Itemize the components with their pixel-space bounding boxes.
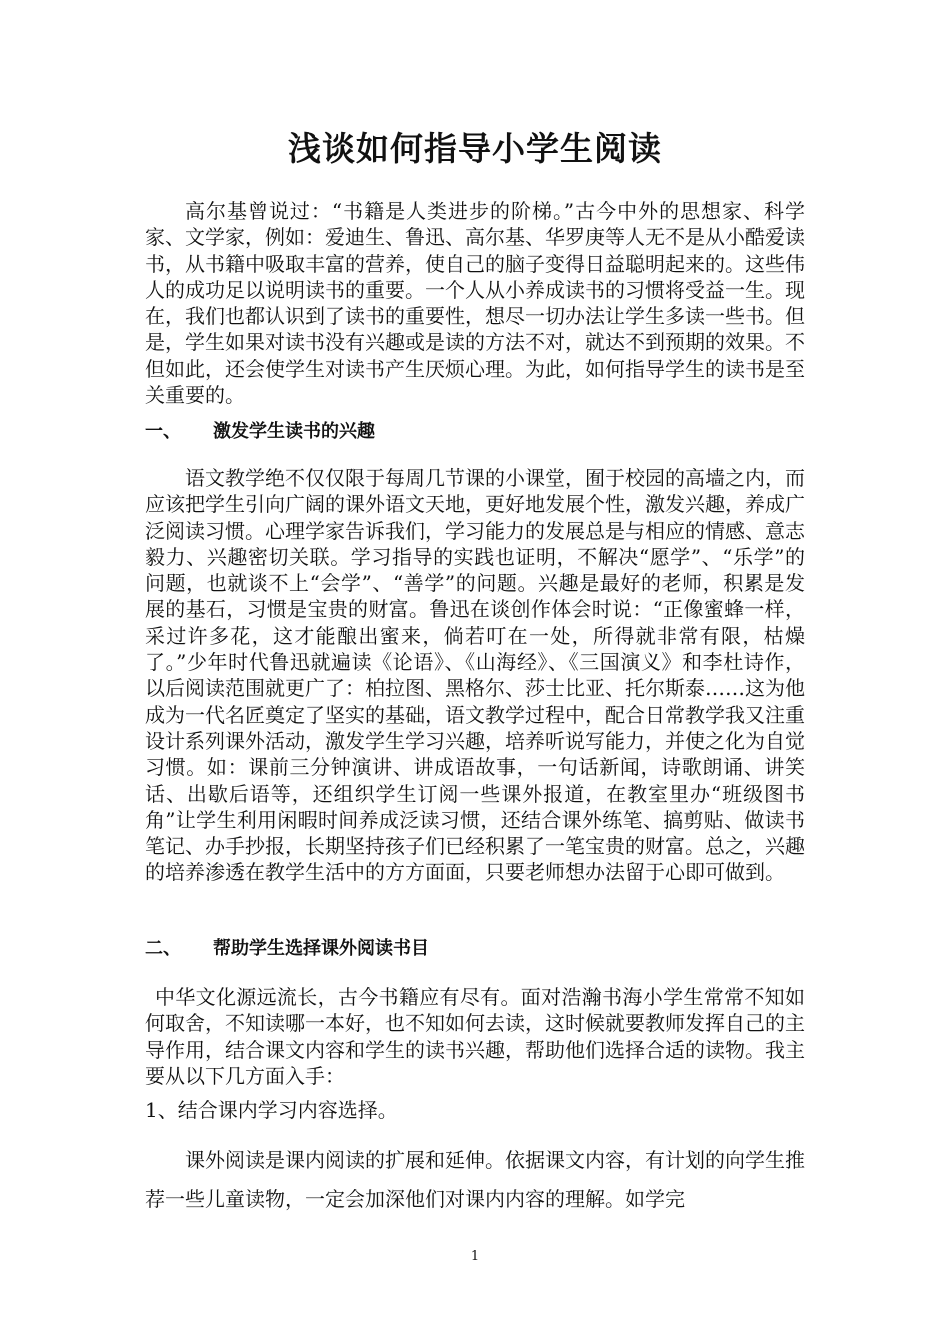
section-1-title: 激发学生读书的兴趣 <box>213 421 375 442</box>
page-number: 1 <box>470 1249 480 1264</box>
section-2-number: 二、 <box>145 938 181 959</box>
intro-paragraph: 高尔基曾说过：“书籍是人类进步的阶梯。”古今中外的思想家、科学家、文学家，例如：爱迪生、鲁迅、高尔基、华罗庚等人无不是从小酷爱读书，从书籍中吸取丰富的营养，使自己的脑子变得日益聪明起来的。这些伟人的成功足以说明读书的重要。一个人从小养成读书的习惯将受益一生。现在，我们也都认识到了读书的重要性，想尽一切办法让学生多读一些书。但是，学生如果对读书没有兴趣或是读的方法不对，就达不到预期的效果。不但如此，还会使学生对读书产生厌烦心理。为此，如何指导学生的读书是至关重要的。 <box>145 199 805 408</box>
section-1-heading <box>145 418 805 446</box>
section-1-paragraph: 语文教学绝不仅仅限于每周几节课的小课堂，囿于校园的高墙之内，而应该把学生引向广阔的课外语文天地，更好地发展个性，激发兴趣，养成广泛阅读习惯。心理学家告诉我们，学习能力的发展总是与相应的情感、意志毅力、兴趣密切关联。学习指导的实践也证明，不解决“愿学”、“乐学”的问题，也就谈不上“会学”、“善学”的问题。兴趣是最好的老师，积累是发展的基石，习惯是宝贵的财富。鲁迅在谈创作体会时说：“正像蜜蜂一样，采过许多花，这才能酿出蜜来，倘若叮在一处，所得就非常有限，枯燥了。”少年时代鲁迅就遍读《论语》、《山海经》、《三国演义》和李杜诗作，以后阅读范围就更广了：柏拉图、黑格尔、莎士比亚、托尔斯泰……这为他成为一代名匠奠定了坚实的基础，语文教学过程中，配合日常教学我又注重设计系列课外活动，激发学生学习兴趣，培养听说写能力，并使之化为自觉习惯。如：课前三分钟演讲、讲成语故事，一句话新闻，诗歌朗诵、讲笑话、出歇后语等，还组织学生订阅一些课外报道，在教室里办“班级图书角”让学生利用闲暇时间养成泛读习惯，还结合课外练笔、搞剪贴、做读书笔记、办手抄报，长期坚持孩子们已经积累了一笔宝贵的财富。总之，兴趣的培养渗透在教学生活中的方方面面，只要老师想办法留于心即可做到。 <box>145 466 805 885</box>
section-1-number: 一、 <box>145 421 181 442</box>
section-2-item-1-paragraph: 课外阅读是课内阅读的扩展和延伸。依据课文内容，有计划的向学生推荐一些儿童读物，一定会加深他们对课内内容的理解。如学完 <box>145 1148 805 1211</box>
section-2-item-1: 1、结合课内学习内容选择。 <box>145 1098 398 1122</box>
section-2-heading <box>145 935 805 963</box>
section-2-title: 帮助学生选择课外阅读书目 <box>213 938 429 959</box>
document-title: 浅谈如何指导小学生阅读 <box>288 129 662 168</box>
section-2-paragraph: 中华文化源远流长，古今书籍应有尽有。面对浩瀚书海小学生常常不知如何取舍，不知读哪一本好，也不知如何去读，这时候就要教师发挥自己的主导作用，结合课文内容和学生的读书兴趣，帮助他们选择合适的读物。我主要从以下几方面入手： <box>145 985 805 1088</box>
